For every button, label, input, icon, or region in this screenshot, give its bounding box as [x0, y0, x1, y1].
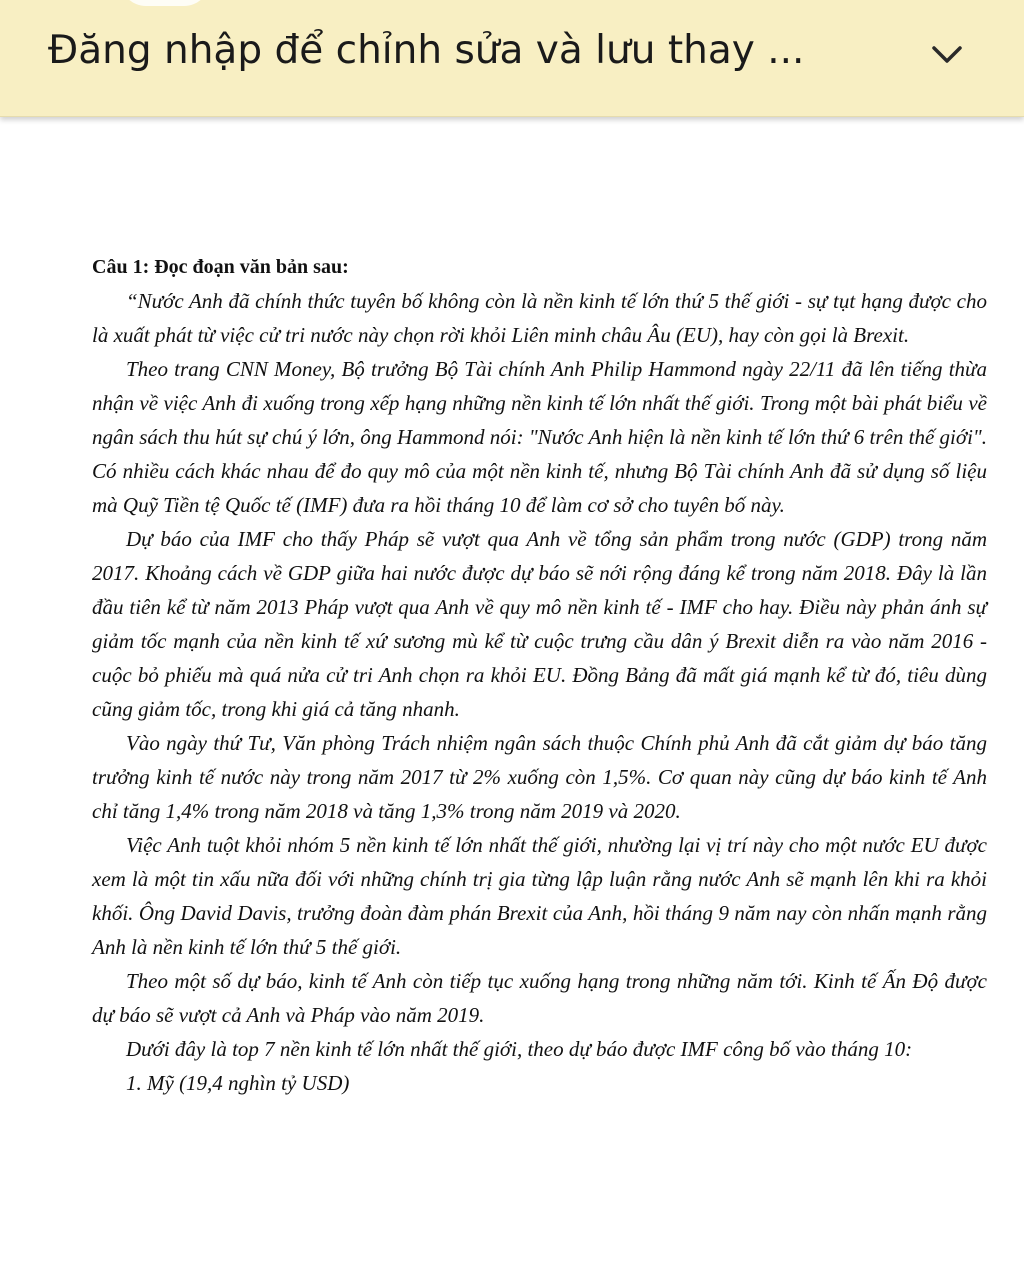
banner-decoration	[120, 0, 210, 6]
paragraph: Dưới đây là top 7 nền kinh tế lớn nhất thế giới, theo dự báo được IMF công bố vào tháng 10:	[126, 1037, 913, 1061]
paragraph: Dự báo của IMF cho thấy Pháp sẽ vượt qua Anh về tổng sản phẩm trong nước (GDP) trong năm 2017. Khoảng cách về GDP giữa hai nước được dự báo sẽ nới rộng đáng kể trong năm 2018. Đây là lần đầu tiên kể từ năm 2013 Pháp vượt qua Anh về quy mô nền kinh tế - IMF cho hay. Điều này phản ánh sự giảm tốc mạnh của nền kinh tế xứ sương mù kể từ cuộc trưng cầu dân ý Brexit diễn ra vào năm 2016 - cuộc bỏ phiếu mà quá nửa cử tri Anh chọn ra khỏi EU. Đồng Bảng đã mất giá mạnh kể từ đó, tiêu dùng cũng giảm tốc, trong khi giá cả tăng nhanh.	[92, 527, 987, 721]
paragraph: Theo trang CNN Money, Bộ trưởng Bộ Tài chính Anh Philip Hammond ngày 22/11 đã lên tiếng thừa nhận về việc Anh đi xuống trong xếp hạng những nền kinh tế lớn nhất thế giới. Trong một bài phát biểu về ngân sách thu hút sự chú ý lớn, ông Hammond nói: "Nước Anh hiện là nền kinh tế lớn thứ 6 trên thế giới". Có nhiều cách khác nhau để đo quy mô của một nền kinh tế, nhưng Bộ Tài chính Anh đã sử dụng số liệu mà Quỹ Tiền tệ Quốc tế (IMF) đưa ra hồi tháng 10 để làm cơ sở cho tuyên bố này.	[92, 357, 987, 517]
document-body	[92, 250, 987, 1100]
login-banner[interactable]	[0, 0, 1024, 117]
paragraph: Theo một số dự báo, kinh tế Anh còn tiếp tục xuống hạng trong những năm tới. Kinh tế Ấn Độ được dự báo sẽ vượt cả Anh và Pháp vào năm 2019.	[92, 969, 987, 1027]
banner-title[interactable]: Đăng nhập để chỉnh sửa và lưu thay ...	[48, 28, 805, 73]
chevron-down-icon[interactable]	[928, 36, 966, 74]
paragraph: Vào ngày thứ Tư, Văn phòng Trách nhiệm ngân sách thuộc Chính phủ Anh đã cắt giảm dự báo tăng trưởng kinh tế nước này trong năm 2017 từ 2% xuống còn 1,5%. Cơ quan này cũng dự báo kinh tế Anh chỉ tăng 1,4% trong năm 2018 và tăng 1,3% trong năm 2019 và 2020.	[92, 731, 987, 823]
question-heading: Câu 1: Đọc đoạn văn bản sau:	[92, 256, 349, 278]
list-item: 1. Mỹ (19,4 nghìn tỷ USD)	[126, 1071, 350, 1095]
paragraph: “Nước Anh đã chính thức tuyên bố không còn là nền kinh tế lớn thứ 5 thế giới - sự tụt hạng được cho là xuất phát từ việc cử tri nước này chọn rời khỏi Liên minh châu Âu (EU), hay còn gọi là Brexit.	[92, 289, 987, 347]
paragraph: Việc Anh tuột khỏi nhóm 5 nền kinh tế lớn nhất thế giới, nhường lại vị trí này cho một nước EU được xem là một tin xấu nữa đối với những chính trị gia từng lập luận rằng nước Anh sẽ mạnh lên khi ra khỏi khối. Ông David Davis, trưởng đoàn đàm phán Brexit của Anh, hồi tháng 9 năm nay còn nhấn mạnh rằng Anh là nền kinh tế lớn thứ 5 thế giới.	[92, 833, 987, 959]
